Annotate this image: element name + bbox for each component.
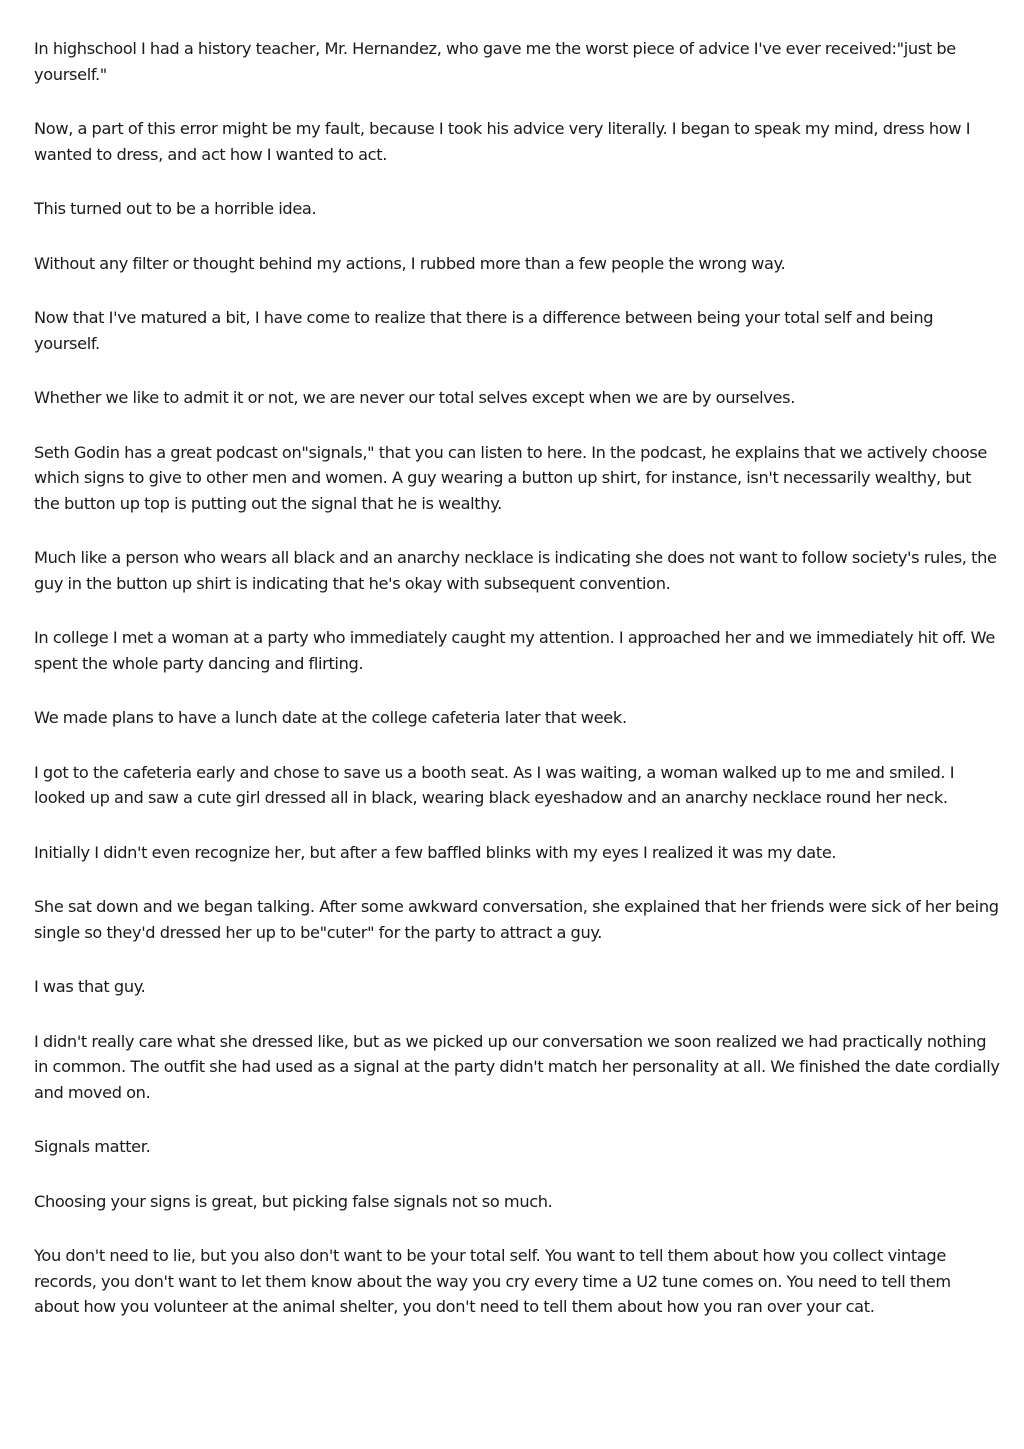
paragraph: Without any filter or thought behind my actions, I rubbed more than a few people the wrong way. (34, 253, 786, 273)
paragraph: In highschool I had a history teacher, Mr. Hernandez, who gave me the worst piece of advice I've ever received:"just be yourself." (34, 39, 956, 84)
paragraph: I got to the cafeteria early and chose to save us a booth seat. As I was waiting, a woman walked up to me and smiled. I looked up and saw a cute girl dressed all in black, wearing black eyeshadow and an anarchy necklace round her neck. (34, 762, 955, 807)
paragraph: We made plans to have a lunch date at the college cafeteria later that week. (34, 708, 627, 727)
paragraph: Now that I've matured a bit, I have come to realize that there is a difference between being your total self and being yourself. (34, 308, 934, 353)
paragraph: Seth Godin has a great podcast on"signals," that you can listen to here. In the podcast, he explains that we actively choose which signs to give to other men and women. A guy wearing a button up shirt, for instance, isn't necessarily wealthy, but the button up top is putting out the signal that he is wealthy. (34, 442, 988, 513)
paragraph: I didn't really care what she dressed like, but as we picked up our conversation we soon realized we had practically nothing in common. The outfit she had used as a signal at the party didn't match her personality at all. We finished the date cordially and moved on. (34, 1031, 1000, 1102)
paragraph: Now, a part of this error might be my fault, because I took his advice very literally. I began to speak my mind, dress how I wanted to dress, and act how I wanted to act. (34, 119, 971, 164)
article-body (34, 36, 1000, 1320)
paragraph: This turned out to be a horrible idea. (34, 199, 317, 218)
paragraph: You don't need to lie, but you also don't want to be your total self. You want to tell them about how you collect vintage records, you don't want to let them know about the way you cry every time a U2 tune comes on. You need to tell them about how you volunteer at the animal shelter, you don't need to tell them about how you ran over your cat. (34, 1246, 951, 1316)
paragraph: Choosing your signs is great, but picking false signals not so much. (34, 1191, 553, 1211)
paragraph: She sat down and we began talking. After some awkward conversation, she explained that her friends were sick of her being single so they'd dressed her up to be"cuter" for the party to attract a guy. (34, 897, 999, 942)
paragraph: Whether we like to admit it or not, we are never our total selves except when we are by ourselves. (34, 388, 795, 407)
paragraph: I was that guy. (34, 977, 146, 996)
paragraph: Signals matter. (34, 1137, 151, 1156)
paragraph: In college I met a woman at a party who immediately caught my attention. I approached her and we immediately hit off. We spent the whole party dancing and flirting. (34, 628, 995, 673)
paragraph: Much like a person who wears all black and an anarchy necklace is indicating she does not want to follow society's rules, the guy in the button up shirt is indicating that he's okay with subsequent convention. (34, 548, 997, 593)
paragraph: Initially I didn't even recognize her, but after a few baffled blinks with my eyes I realized it was my date. (34, 842, 837, 862)
